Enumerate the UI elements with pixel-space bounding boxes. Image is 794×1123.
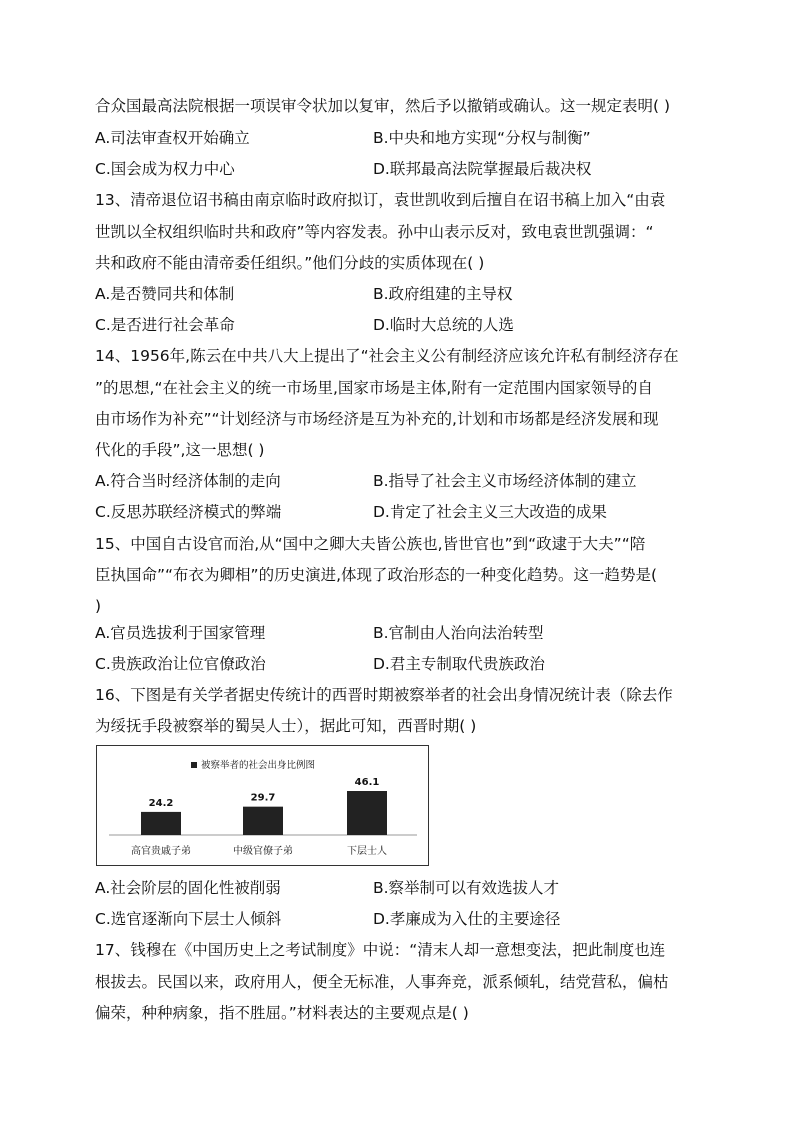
q15-option-d: D.君主专制取代贵族政治 — [373, 655, 545, 673]
q15-stem-line-3: ) — [95, 597, 102, 615]
bar-1 — [141, 812, 181, 835]
q14-option-c: C.反思苏联经济模式的弊端 — [95, 503, 282, 521]
q15-option-b: B.官制由人治向法治转型 — [373, 624, 544, 642]
q16-stem-line-2: 为绥抚手段被察举的蜀吴人士），据此可知，西晋时期( ) — [95, 717, 477, 735]
q12-option-d: D.联邦最高法院掌握最后裁决权 — [373, 160, 592, 178]
q14-option-d: D.肯定了社会主义三大改造的成果 — [373, 503, 607, 521]
q17-stem-line-3: 偏荣，种种病象，指不胜屈。”材料表达的主要观点是( ) — [95, 1004, 469, 1022]
q14-stem-line-4: 代化的手段”,这一思想( ) — [95, 441, 265, 459]
data-label-1: 24.2 — [148, 797, 174, 809]
q17-stem-line-1: 17、钱穆在《中国历史上之考试制度》中说：“清末人却一意想变法，把此制度也连 — [95, 941, 666, 959]
bar-3 — [347, 791, 387, 835]
q14-stem-line-2: ”的思想,“在社会主义的统一市场里,国家市场是主体,附有一定范围内国家领导的自 — [95, 379, 653, 397]
q17-stem-line-2: 根拔去。民国以来，政府用人，便全无标准，人事奔竞，派系倾轧，结党营私，偏枯 — [95, 973, 669, 991]
bar-2 — [243, 807, 283, 835]
category-label-3: 下层士人 — [347, 846, 387, 857]
q12-option-b: B.中央和地方实现“分权与制衡” — [373, 129, 591, 147]
q12-stem: 合众国最高法院根据一项误审令状加以复审，然后予以撤销或确认。这一规定表明( ) — [95, 97, 671, 115]
q13-option-d: D.临时大总统的人选 — [373, 316, 514, 334]
q15-stem-line-2: 臣执国命”“布衣为卿相”的历史演进,体现了政治形态的一种变化趋势。这一趋势是( — [95, 566, 658, 584]
q13-option-a: A.是否赞同共和体制 — [95, 285, 235, 303]
q13-option-b: B.政府组建的主导权 — [373, 285, 513, 303]
q14-option-a: A.符合当时经济体制的走向 — [95, 472, 281, 490]
bars-layer — [131, 777, 387, 857]
legend-swatch — [191, 762, 197, 768]
data-label-2: 29.7 — [250, 792, 276, 804]
q15-option-c: C.贵族政治让位官僚政治 — [95, 655, 266, 673]
social-origin-bar-chart — [96, 745, 429, 866]
bar-chart-svg — [97, 746, 428, 865]
q15-stem-line-1: 15、中国自古设官而治,从“国中之卿大夫皆公族也,皆世官也”到“政逮于大夫”“陪 — [95, 535, 646, 553]
q13-stem-line-1: 13、清帝退位诏书稿由南京临时政府拟订，袁世凯收到后擅自在诏书稿上加入“由袁 — [95, 191, 666, 209]
category-label-1: 高官贵戚子弟 — [131, 846, 191, 857]
chart-title: 被察举者的社会出身比例图 — [201, 760, 316, 771]
q16-option-d: D.孝廉成为入仕的主要途径 — [373, 910, 561, 928]
q16-stem-line-1: 16、下图是有关学者据史传统计的西晋时期被察举者的社会出身情况统计表（除去作 — [95, 686, 673, 704]
q14-option-b: B.指导了社会主义市场经济体制的建立 — [373, 472, 637, 490]
q16-option-a: A.社会阶层的固化性被削弱 — [95, 879, 281, 897]
data-label-3: 46.1 — [354, 777, 380, 788]
q14-stem-line-1: 14、1956年,陈云在中共八大上提出了“社会主义公有制经济应该允许私有制经济存在 — [95, 347, 679, 365]
q13-option-c: C.是否进行社会革命 — [95, 316, 235, 334]
q16-option-c: C.选官逐渐向下层士人倾斜 — [95, 910, 282, 928]
q15-option-a: A.官员选拔利于国家管理 — [95, 624, 266, 642]
q13-stem-line-3: 共和政府不能由清帝委任组织。”他们分歧的实质体现在( ) — [95, 254, 485, 272]
q12-option-a: A.司法审查权开始确立 — [95, 129, 250, 147]
q16-option-b: B.察举制可以有效选拔人才 — [373, 879, 560, 897]
category-label-2: 中级官僚子弟 — [233, 846, 293, 857]
q13-stem-line-2: 世凯以全权组织临时共和政府”等内容发表。孙中山表示反对，致电袁世凯强调：“ — [95, 223, 654, 241]
q14-stem-line-3: 由市场作为补充”“计划经济与市场经济是互为补充的,计划和市场都是经济发展和现 — [95, 410, 659, 428]
q12-option-c: C.国会成为权力中心 — [95, 160, 235, 178]
